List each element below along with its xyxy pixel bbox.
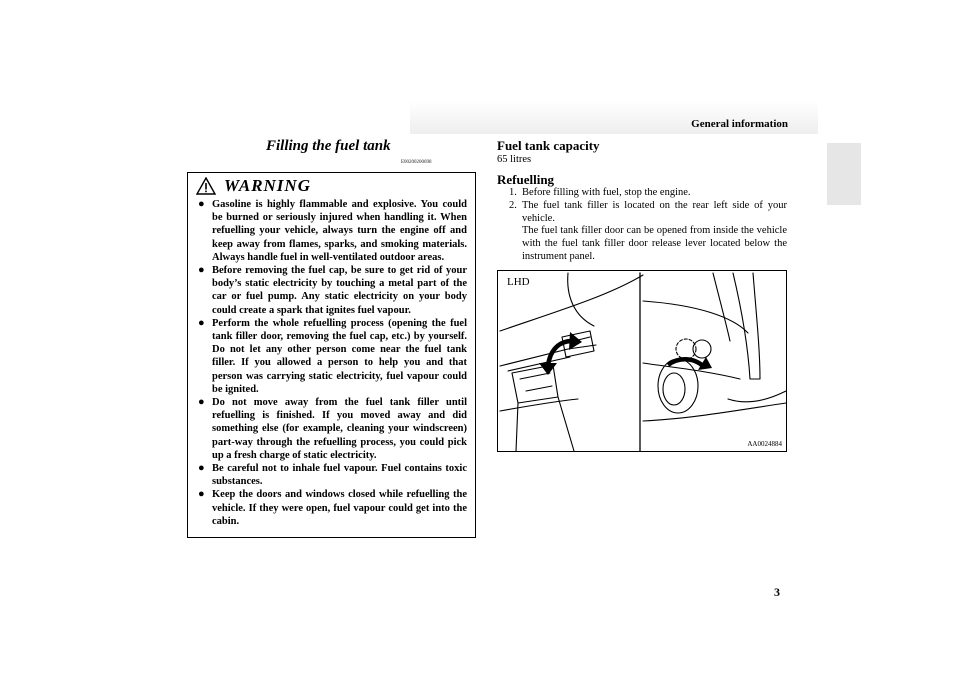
- running-header: General information: [691, 118, 788, 130]
- refuelling-heading: Refuelling: [497, 172, 555, 187]
- warning-label: WARNING: [224, 176, 311, 195]
- step-number: 2.: [509, 199, 517, 211]
- step-body: [522, 187, 787, 200]
- step-body: [522, 200, 787, 264]
- warning-item: [198, 396, 467, 462]
- figure-lhd-label: LHD: [507, 276, 530, 288]
- warning-item-text: Do not move away from the fuel tank filler until refuelling is finished. If you moved away and did something else (for example, cleaning your windscreen) part-way through the refuelling process, you could pick up a fresh charge of static electricity.: [212, 397, 467, 461]
- bullet-icon: ●: [198, 316, 205, 329]
- step-text: Before filling with fuel, stop the engine.: [522, 187, 691, 198]
- warning-item-text: Keep the doors and windows closed while refuelling the vehicle. If they were open, fuel vapour could get into the cabin.: [212, 489, 467, 527]
- step-text: The fuel tank filler is located on the rear left side of your vehicle.: [522, 199, 787, 224]
- step-number: 1.: [509, 187, 517, 198]
- capacity-value: 65 litres: [497, 154, 532, 165]
- refuelling-illustration: [497, 270, 787, 452]
- page-number: 3: [774, 585, 780, 599]
- step-text-continued: The fuel tank filler door can be opened from inside the vehicle with the fuel tank filler door release lever located below the instrument panel.: [522, 225, 787, 262]
- section-code: E00200200698: [401, 160, 432, 165]
- warning-item: [198, 462, 467, 488]
- warning-list: [198, 198, 467, 528]
- warning-triangle-icon: [196, 177, 216, 195]
- warning-item-text: Perform the whole refuelling process (opening the fuel tank filler door, removing the fuel cap, etc.) by yourself. Do not let any other person come near the fuel tank filler. If you allowed a person to help you and that person was carrying static electricity, fuel vapour could be ignited.: [212, 317, 467, 395]
- warning-header: [196, 175, 311, 197]
- illustration-drawing: [498, 271, 787, 452]
- warning-item-text: Be careful not to inhale fuel vapour. Fuel contains toxic substances.: [212, 463, 467, 488]
- warning-item: [198, 264, 467, 317]
- warning-item-text: Before removing the fuel cap, be sure to get rid of your body’s static electricity by touching a metal part of the car or fuel pump. Any static electricity on your body could create a spark that ignites fuel vapour.: [212, 265, 467, 316]
- bullet-icon: ●: [198, 462, 205, 475]
- bullet-icon: ●: [198, 488, 205, 501]
- step-item: [509, 187, 787, 200]
- bullet-icon: ●: [198, 396, 205, 409]
- step-item: [509, 200, 787, 264]
- warning-item: [198, 198, 467, 264]
- figure-code: AA0024884: [747, 440, 782, 448]
- warning-box: [187, 172, 476, 538]
- warning-item: [198, 317, 467, 396]
- capacity-heading: Fuel tank capacity: [497, 138, 600, 153]
- refuelling-steps: [509, 187, 787, 264]
- bullet-icon: ●: [198, 198, 205, 210]
- warning-item: [198, 488, 467, 528]
- bullet-icon: ●: [198, 264, 205, 277]
- warning-item-text: Gasoline is highly flammable and explosive. You could be burned or seriously injured when handling it. When refuelling your vehicle, always turn the engine off and keep away from flames, sparks, and smoking materials. Always handle fuel in well-ventilated outdoor areas.: [212, 199, 467, 263]
- section-title: Filling the fuel tank: [266, 138, 391, 154]
- section-tab-marker: [827, 143, 861, 205]
